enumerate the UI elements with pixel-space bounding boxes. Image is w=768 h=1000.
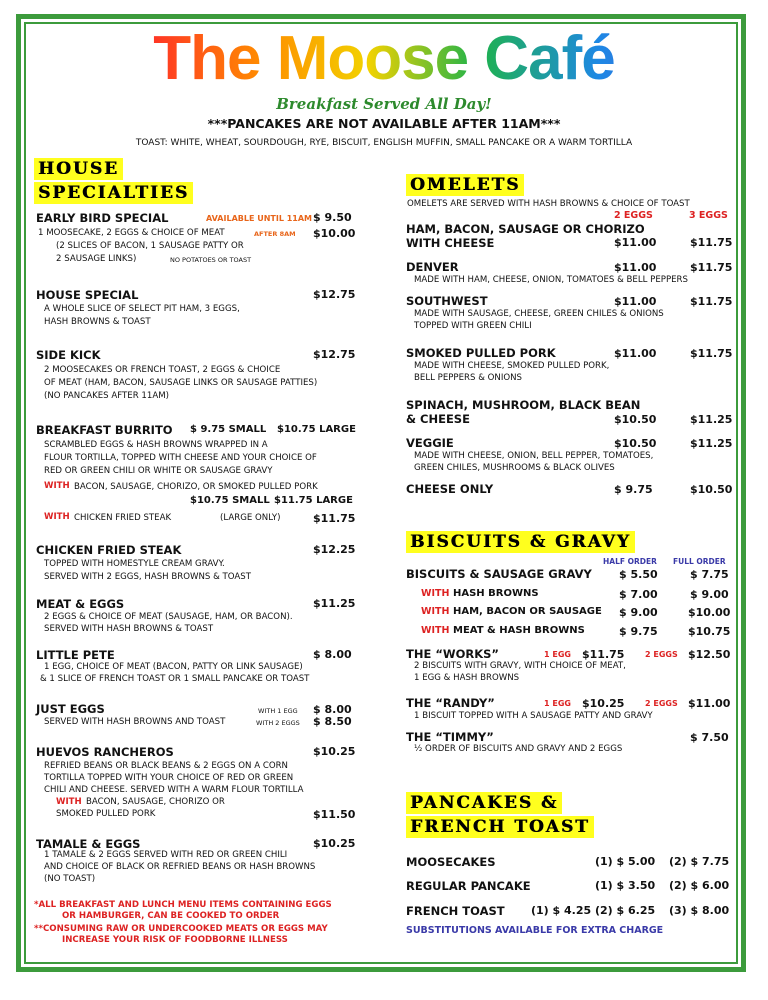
side-kick-desc-2: OF MEAT (HAM, BACON, SAUSAGE LINKS OR SAUSAGE PATTIES) bbox=[44, 378, 318, 388]
biscuits-heading: BISCUITS & GRAVY bbox=[406, 531, 635, 553]
french-toast-price-3: (3) $ 8.00 bbox=[669, 904, 730, 917]
omelet-5-price-3: $11.25 bbox=[690, 413, 733, 426]
huevos-desc-3: CHILI AND CHEESE. SERVED WITH A WARM FLOUR TORTILLA bbox=[44, 785, 304, 795]
pancakes-heading-2: FRENCH TOAST bbox=[406, 816, 594, 838]
biscuits-with-1: WITH bbox=[421, 588, 450, 599]
works-opt-2: 2 EGGS bbox=[645, 650, 678, 659]
burrito-small-price: $ 9.75 SMALL bbox=[190, 424, 267, 435]
omelet-2-name: DENVER bbox=[406, 260, 459, 274]
omelet-4-desc-1: MADE WITH CHEESE, SMOKED PULLED PORK, bbox=[414, 361, 610, 371]
burrito-with-2-price: $11.75 bbox=[313, 512, 356, 525]
meat-eggs-desc-2: SERVED WITH HASH BROWNS & TOAST bbox=[44, 624, 214, 634]
french-toast-name: FRENCH TOAST bbox=[406, 904, 505, 918]
omelet-7-price-3: $10.50 bbox=[690, 483, 733, 496]
tamale-desc-1: 1 TAMALE & 2 EGGS SERVED WITH RED OR GREEN CHILI bbox=[44, 850, 288, 860]
burrito-with-2-text: CHICKEN FRIED STEAK bbox=[74, 513, 172, 523]
burrito-with-1-small: $10.75 SMALL bbox=[190, 495, 270, 506]
footnote-3: **CONSUMING RAW OR UNDERCOOKED MEATS OR EGGS MAY bbox=[34, 924, 328, 934]
omelet-5-name-2: & CHEESE bbox=[406, 412, 470, 426]
randy-name: THE “RANDY” bbox=[406, 696, 495, 710]
burrito-desc-1: SCRAMBLED EGGS & HASH BROWNS WRAPPED IN A bbox=[44, 440, 268, 450]
footnote-4: INCREASE YOUR RISK OF FOODBORNE ILLNESS bbox=[62, 935, 288, 945]
omelet-5-price-2: $10.50 bbox=[614, 413, 657, 426]
works-price-2: $12.50 bbox=[688, 648, 731, 661]
cfs-price: $12.25 bbox=[313, 543, 356, 556]
randy-opt-1: 1 EGG bbox=[544, 699, 571, 708]
early-bird-tag: AVAILABLE UNTIL 11AM bbox=[206, 214, 312, 223]
biscuits-with-1-full: $ 9.00 bbox=[690, 588, 729, 601]
substitutions-note: SUBSTITUTIONS AVAILABLE FOR EXTRA CHARGE bbox=[406, 925, 664, 936]
early-bird-price: $ 9.50 bbox=[313, 211, 352, 224]
omelet-1-name: HAM, BACON, SAUSAGE OR CHORIZO bbox=[406, 222, 645, 236]
timmy-price: $ 7.50 bbox=[690, 731, 729, 744]
little-pete-desc-1: 1 EGG, CHOICE OF MEAT (BACON, PATTY OR LINK SAUSAGE) bbox=[44, 662, 303, 672]
just-eggs-opt-1: WITH 1 EGG bbox=[258, 707, 298, 715]
omelet-1-price-3: $11.75 bbox=[690, 236, 733, 249]
tamale-desc-2: AND CHOICE OF BLACK OR REFRIED BEANS OR HASH BROWNS bbox=[44, 862, 316, 872]
omelet-5-name: SPINACH, MUSHROOM, BLACK BEAN bbox=[406, 398, 641, 412]
biscuits-with-3-half: $ 9.75 bbox=[619, 625, 658, 638]
early-bird-note: NO POTATOES OR TOAST bbox=[170, 256, 252, 264]
house-special-desc-2: HASH BROWNS & TOAST bbox=[44, 317, 151, 327]
huevos-desc-2: TORTILLA TOPPED WITH YOUR CHOICE OF RED OR GREEN bbox=[44, 773, 294, 783]
biscuits-with-1-half: $ 7.00 bbox=[619, 588, 658, 601]
biscuits-main-name: BISCUITS & SAUSAGE GRAVY bbox=[406, 567, 592, 581]
regular-pancake-name: REGULAR PANCAKE bbox=[406, 879, 531, 893]
works-desc-1: 2 BISCUITS WITH GRAVY, WITH CHOICE OF MEAT, bbox=[414, 661, 626, 671]
regular-pancake-price-1: (1) $ 3.50 bbox=[595, 879, 656, 892]
meat-eggs-name: MEAT & EGGS bbox=[36, 597, 125, 611]
biscuits-with-2-half: $ 9.00 bbox=[619, 606, 658, 619]
huevos-price: $10.25 bbox=[313, 745, 356, 758]
omelet-6-desc-2: GREEN CHILES, MUSHROOMS & BLACK OLIVES bbox=[414, 463, 615, 473]
randy-price-1: $10.25 bbox=[582, 697, 625, 710]
omelet-4-name: SMOKED PULLED PORK bbox=[406, 346, 556, 360]
randy-desc: 1 BISCUIT TOPPED WITH A SAUSAGE PATTY AND GRAVY bbox=[414, 711, 653, 721]
house-special-price: $12.75 bbox=[313, 288, 356, 301]
burrito-with-1-large: $11.75 LARGE bbox=[274, 495, 353, 506]
burrito-desc-3: RED OR GREEN CHILI OR WHITE OR SAUSAGE GRAVY bbox=[44, 466, 273, 476]
subtitle: Breakfast Served All Day! bbox=[276, 95, 492, 113]
omelet-4-price-3: $11.75 bbox=[690, 347, 733, 360]
omelet-7-name: CHEESE ONLY bbox=[406, 482, 494, 496]
biscuits-with-3-text: MEAT & HASH BROWNS bbox=[453, 625, 585, 636]
french-toast-price-2: (2) $ 6.25 bbox=[595, 904, 656, 917]
omelet-2-price-2: $11.00 bbox=[614, 261, 657, 274]
early-bird-price-2: $10.00 bbox=[313, 227, 356, 240]
house-heading-1: HOUSE bbox=[34, 158, 123, 180]
burrito-large-price: $10.75 LARGE bbox=[277, 424, 356, 435]
side-kick-desc-1: 2 MOOSECAKES OR FRENCH TOAST, 2 EGGS & CHOICE bbox=[44, 365, 281, 375]
omelet-6-name: VEGGIE bbox=[406, 436, 454, 450]
omelet-2-desc: MADE WITH HAM, CHEESE, ONION, TOMATOES & BELL PEPPERS bbox=[414, 275, 688, 285]
biscuits-col-full: FULL ORDER bbox=[673, 557, 726, 566]
huevos-with-text-2: SMOKED PULLED PORK bbox=[56, 809, 156, 819]
tamale-desc-3: (NO TOAST) bbox=[44, 874, 96, 884]
regular-pancake-price-2: (2) $ 6.00 bbox=[669, 879, 730, 892]
works-opt-1: 1 EGG bbox=[544, 650, 571, 659]
house-special-name: HOUSE SPECIAL bbox=[36, 288, 139, 302]
huevos-name: HUEVOS RANCHEROS bbox=[36, 745, 174, 759]
biscuits-with-3-full: $10.75 bbox=[688, 625, 731, 638]
side-kick-desc-3: (NO PANCAKES AFTER 11AM) bbox=[44, 391, 169, 401]
omelet-3-desc-1: MADE WITH SAUSAGE, CHEESE, GREEN CHILES & ONIONS bbox=[414, 309, 664, 319]
randy-price-2: $11.00 bbox=[688, 697, 731, 710]
pancakes-heading-1: PANCAKES & bbox=[406, 792, 562, 814]
burrito-name: BREAKFAST BURRITO bbox=[36, 423, 173, 437]
little-pete-name: LITTLE PETE bbox=[36, 648, 115, 662]
works-desc-2: 1 EGG & HASH BROWNS bbox=[414, 673, 520, 683]
just-eggs-name: JUST EGGS bbox=[36, 702, 105, 716]
just-eggs-desc: SERVED WITH HASH BROWNS AND TOAST bbox=[44, 717, 226, 727]
biscuits-with-1-text: HASH BROWNS bbox=[453, 588, 539, 599]
early-bird-name: EARLY BIRD SPECIAL bbox=[36, 211, 169, 225]
omelet-7-price-2: $ 9.75 bbox=[614, 483, 653, 496]
just-eggs-price-1: $ 8.00 bbox=[313, 703, 352, 716]
early-bird-tag-2: AFTER 8AM bbox=[254, 230, 296, 238]
omelets-col-2eggs: 2 EGGS bbox=[614, 210, 653, 221]
omelet-6-desc-1: MADE WITH CHEESE, ONION, BELL PEPPER, TOMATOES, bbox=[414, 451, 654, 461]
moosecakes-price-2: (2) $ 7.75 bbox=[669, 855, 730, 868]
omelet-1-name-2: WITH CHEESE bbox=[406, 236, 495, 250]
tamale-name: TAMALE & EGGS bbox=[36, 837, 141, 851]
early-bird-desc-2: (2 SLICES OF BACON, 1 SAUSAGE PATTY OR bbox=[56, 241, 244, 251]
biscuits-with-2: WITH bbox=[421, 606, 450, 617]
cfs-desc-1: TOPPED WITH HOMESTYLE CREAM GRAVY. bbox=[44, 559, 225, 569]
omelet-4-price-2: $11.00 bbox=[614, 347, 657, 360]
cfs-name: CHICKEN FRIED STEAK bbox=[36, 543, 182, 557]
omelet-2-price-3: $11.75 bbox=[690, 261, 733, 274]
biscuits-main-full: $ 7.75 bbox=[690, 568, 729, 581]
little-pete-price: $ 8.00 bbox=[313, 648, 352, 661]
omelet-6-price-2: $10.50 bbox=[614, 437, 657, 450]
early-bird-desc-1: 1 MOOSECAKE, 2 EGGS & CHOICE OF MEAT bbox=[38, 228, 225, 238]
omelet-3-desc-2: TOPPED WITH GREEN CHILI bbox=[414, 321, 532, 331]
french-toast-price-1: (1) $ 4.25 bbox=[531, 904, 592, 917]
biscuits-with-2-text: HAM, BACON OR SAUSAGE bbox=[453, 606, 602, 617]
meat-eggs-desc-1: 2 EGGS & CHOICE OF MEAT (SAUSAGE, HAM, OR BACON). bbox=[44, 612, 293, 622]
cfs-desc-2: SERVED WITH 2 EGGS, HASH BROWNS & TOAST bbox=[44, 572, 251, 582]
huevos-with: WITH bbox=[56, 797, 82, 807]
just-eggs-opt-2: WITH 2 EGGS bbox=[256, 719, 300, 727]
moosecakes-name: MOOSECAKES bbox=[406, 855, 496, 869]
omelet-3-name: SOUTHWEST bbox=[406, 294, 488, 308]
pancake-notice: ***PANCAKES ARE NOT AVAILABLE AFTER 11AM*** bbox=[207, 116, 561, 131]
burrito-with-1: WITH bbox=[44, 481, 70, 491]
little-pete-desc-2: & 1 SLICE OF FRENCH TOAST OR 1 SMALL PANCAKE OR TOAST bbox=[40, 674, 310, 684]
huevos-with-price: $11.50 bbox=[313, 808, 356, 821]
burrito-with-2-note: (LARGE ONLY) bbox=[220, 513, 281, 523]
biscuits-with-3: WITH bbox=[421, 625, 450, 636]
tamale-price: $10.25 bbox=[313, 837, 356, 850]
timmy-name: THE “TIMMY” bbox=[406, 730, 494, 744]
works-price-1: $11.75 bbox=[582, 648, 625, 661]
timmy-desc: ½ ORDER OF BISCUITS AND GRAVY AND 2 EGGS bbox=[414, 744, 623, 754]
omelet-6-price-3: $11.25 bbox=[690, 437, 733, 450]
omelet-4-desc-2: BELL PEPPERS & ONIONS bbox=[414, 373, 523, 383]
omelets-note: OMELETS ARE SERVED WITH HASH BROWNS & CHOICE OF TOAST bbox=[407, 199, 690, 209]
burrito-with-1-text: BACON, SAUSAGE, CHORIZO, OR SMOKED PULLED PORK bbox=[74, 482, 318, 492]
house-special-desc-1: A WHOLE SLICE OF SELECT PIT HAM, 3 EGGS, bbox=[44, 304, 240, 314]
biscuits-col-half: HALF ORDER bbox=[603, 557, 657, 566]
moosecakes-price-1: (1) $ 5.00 bbox=[595, 855, 656, 868]
just-eggs-price-2: $ 8.50 bbox=[313, 715, 352, 728]
meat-eggs-price: $11.25 bbox=[313, 597, 356, 610]
omelet-3-price-3: $11.75 bbox=[690, 295, 733, 308]
omelets-col-3eggs: 3 EGGS bbox=[689, 210, 728, 221]
burrito-with-2: WITH bbox=[44, 512, 70, 522]
randy-opt-2: 2 EGGS bbox=[645, 699, 678, 708]
footnote-1: *ALL BREAKFAST AND LUNCH MENU ITEMS CONTAINING EGGS bbox=[34, 900, 332, 910]
huevos-desc-1: REFRIED BEANS OR BLACK BEANS & 2 EGGS ON A CORN bbox=[44, 761, 288, 771]
huevos-with-text-1: BACON, SAUSAGE, CHORIZO OR bbox=[86, 797, 225, 807]
omelet-3-price-2: $11.00 bbox=[614, 295, 657, 308]
toast-options: TOAST: WHITE, WHEAT, SOURDOUGH, RYE, BISCUIT, ENGLISH MUFFIN, SMALL PANCAKE OR A WARM TORTILLA bbox=[135, 138, 633, 148]
biscuits-main-half: $ 5.50 bbox=[619, 568, 658, 581]
biscuits-with-2-full: $10.00 bbox=[688, 606, 731, 619]
footnote-2: OR HAMBURGER, CAN BE COOKED TO ORDER bbox=[62, 911, 280, 921]
omelets-heading: OMELETS bbox=[406, 174, 524, 196]
side-kick-price: $12.75 bbox=[313, 348, 356, 361]
omelet-1-price-2: $11.00 bbox=[614, 236, 657, 249]
works-name: THE “WORKS” bbox=[406, 647, 499, 661]
cafe-title: The Moose Café bbox=[0, 24, 768, 94]
burrito-desc-2: FLOUR TORTILLA, TOPPED WITH CHEESE AND YOUR CHOICE OF bbox=[44, 453, 317, 463]
side-kick-name: SIDE KICK bbox=[36, 348, 101, 362]
house-heading-2: SPECIALTIES bbox=[34, 182, 193, 204]
early-bird-desc-3: 2 SAUSAGE LINKS) bbox=[56, 254, 137, 264]
